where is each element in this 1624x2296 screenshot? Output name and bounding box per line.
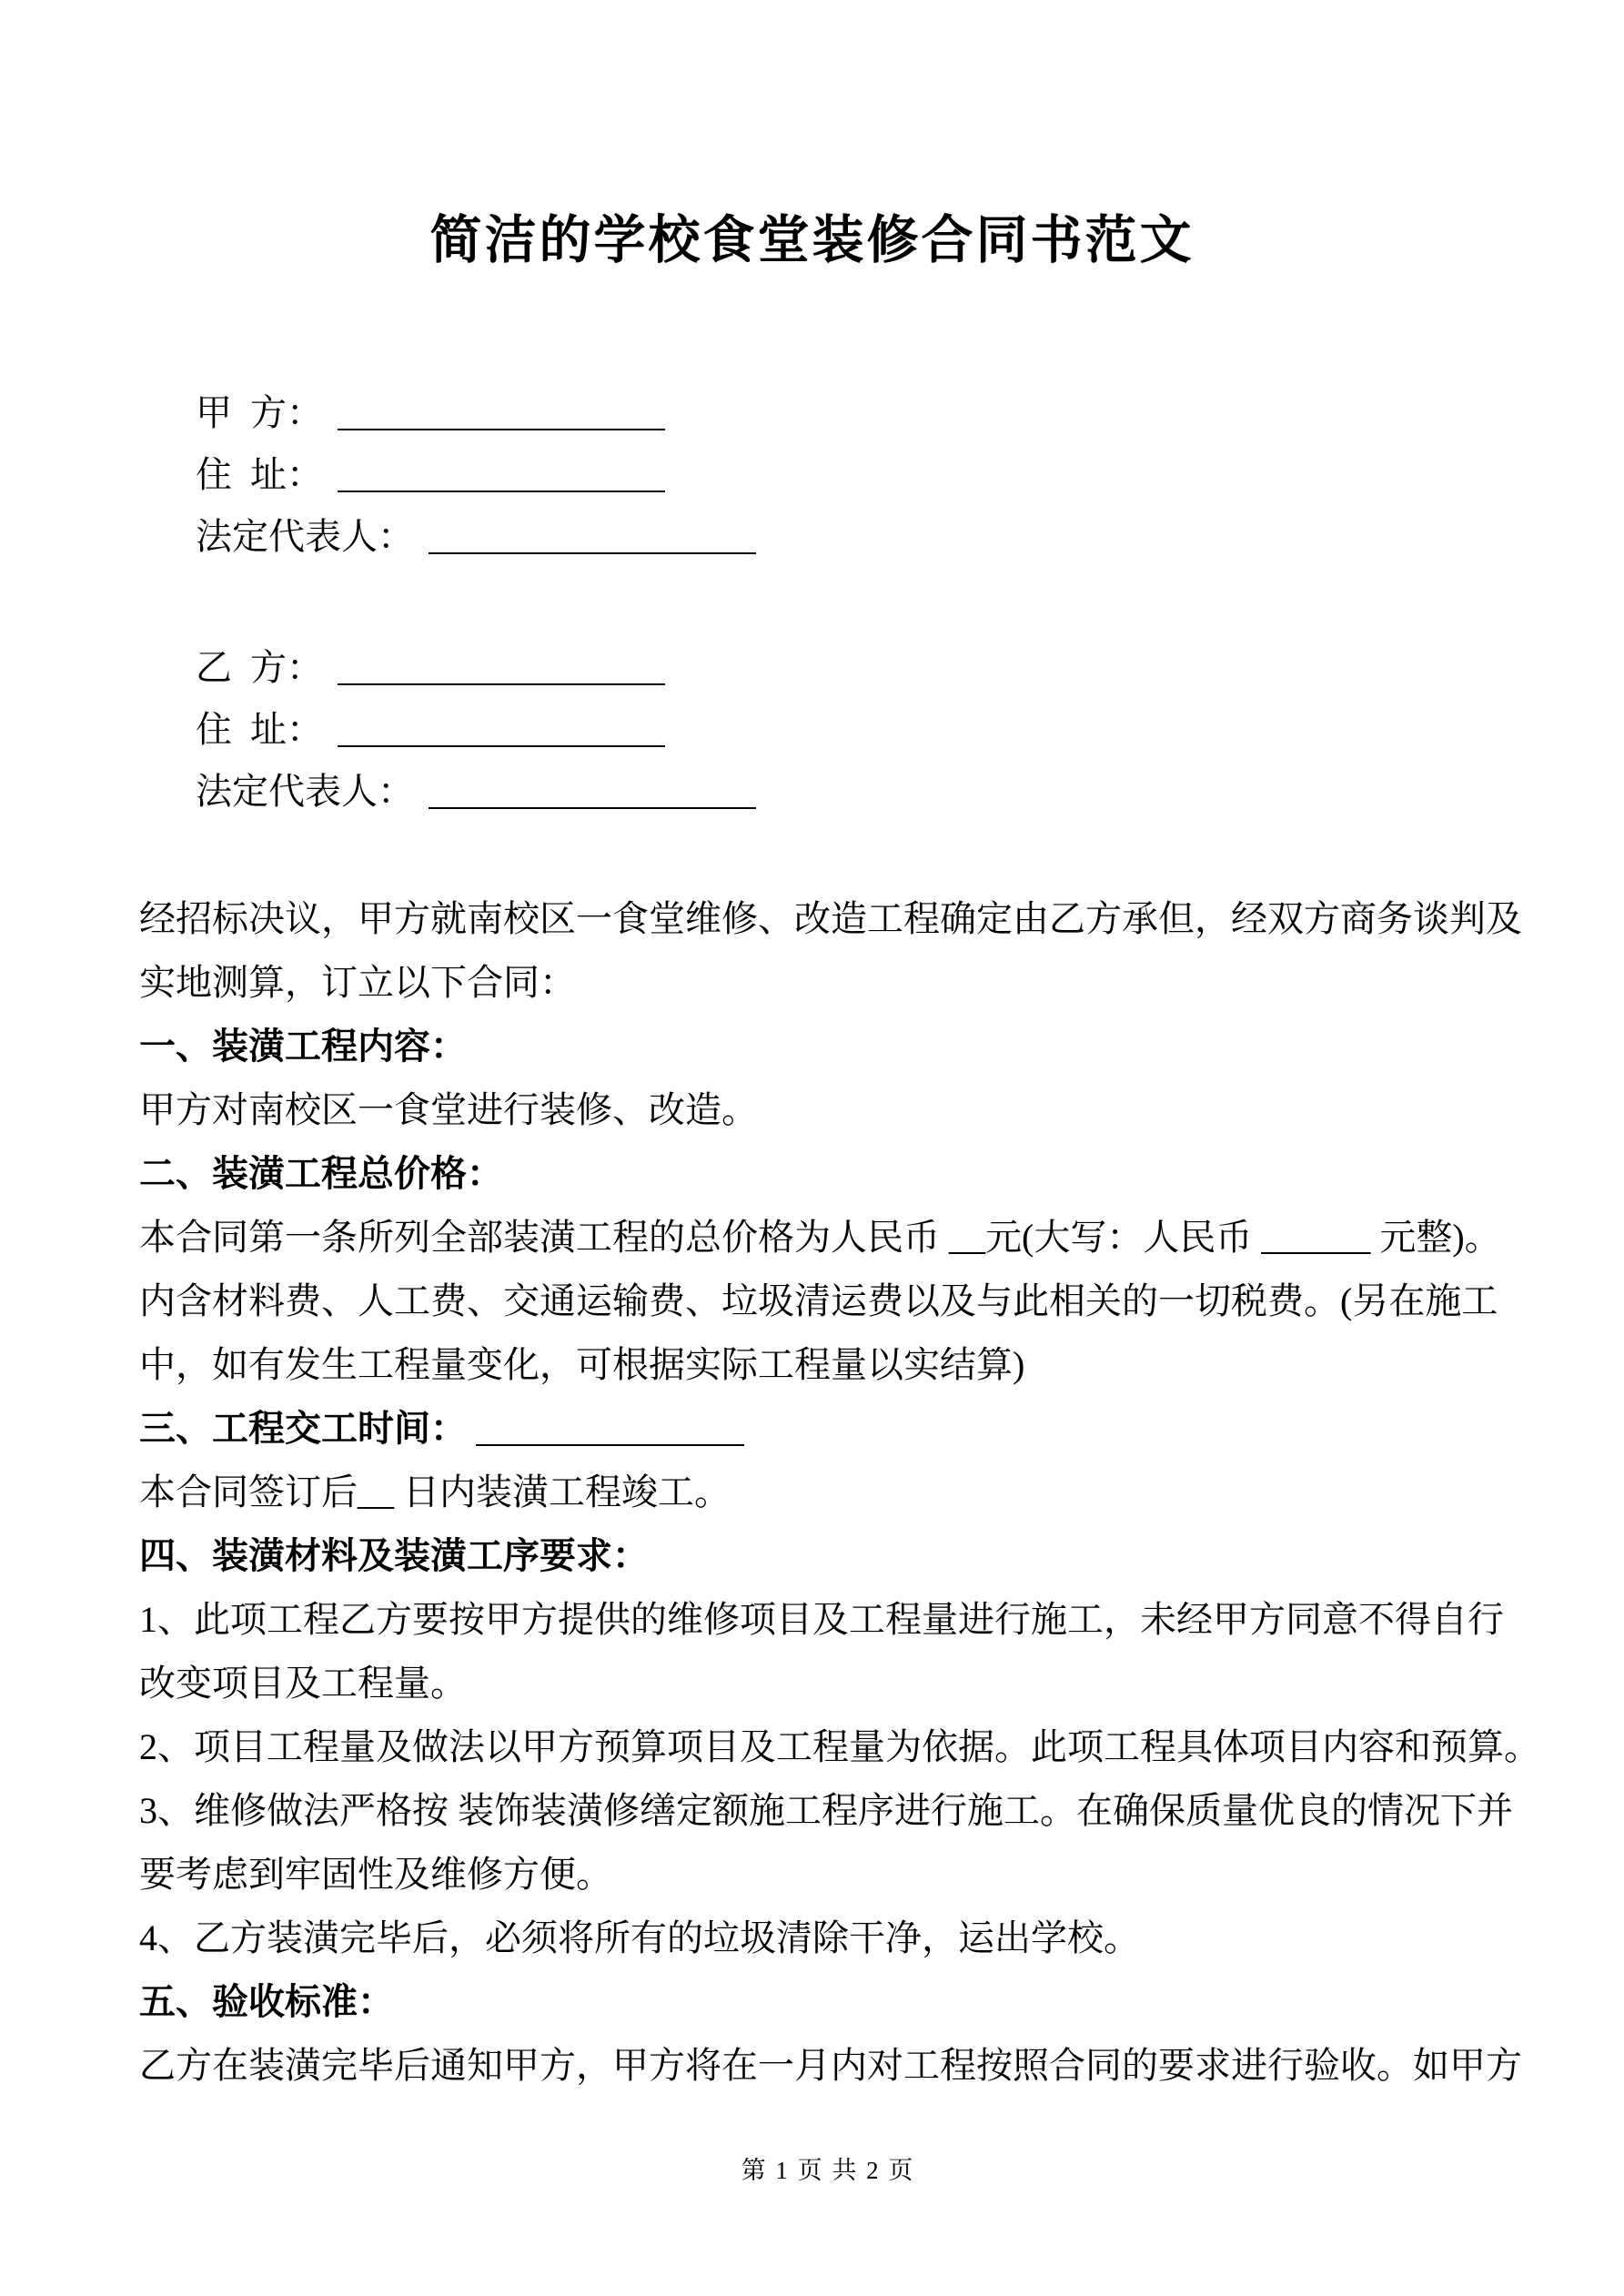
body-line-text: 二、装潢工程总价格： bbox=[139, 1153, 503, 1194]
body-line bbox=[139, 1715, 1540, 1779]
body-line-text: 中，如有发生工程量变化，可根据实际工程量以实结算) bbox=[139, 1344, 1025, 1385]
party-field-row bbox=[196, 761, 756, 823]
party-field-row bbox=[196, 699, 756, 761]
party-b-section bbox=[196, 637, 756, 823]
section-heading bbox=[139, 1524, 1522, 1588]
body-line-text: 本合同第一条所列全部装潢工程的总价格为人民币 __元(大写：人民币 ______ 元整)。 bbox=[139, 1217, 1501, 1258]
section-heading bbox=[139, 1397, 1522, 1461]
body-line-text: 2、项目工程量及做法以甲方预算项目及工程量为依据。此项工程具体项目内容和预算。 bbox=[139, 1726, 1540, 1767]
party-field-row bbox=[196, 382, 756, 444]
body-line-text: 五、验收标准： bbox=[139, 1981, 394, 2022]
field-label: 住 址： bbox=[196, 454, 323, 495]
body-line-text: 经招标决议，甲方就南校区一食堂维修、改造工程确定由乙方承但，经双方商务谈判及 bbox=[139, 898, 1522, 939]
body-line-text: 1、此项工程乙方要按甲方提供的维修项目及工程量进行施工，未经甲方同意不得自行 bbox=[139, 1599, 1504, 1640]
body-line bbox=[139, 1269, 1522, 1333]
blank-underline bbox=[338, 683, 665, 685]
page-title: 简洁的学校食堂装修合同书范文 bbox=[429, 212, 1195, 269]
body-line-text: 内含材料费、人工费、交通运输费、垃圾清运费以及与此相关的一切税费。(另在施工 bbox=[139, 1280, 1498, 1321]
blank-underline bbox=[429, 807, 756, 809]
blank-underline bbox=[338, 491, 665, 492]
body-line bbox=[139, 1078, 1522, 1142]
party-a-section bbox=[196, 382, 756, 568]
party-field-row bbox=[196, 506, 756, 568]
body-line bbox=[139, 1843, 1522, 1907]
blank-underline bbox=[338, 429, 665, 430]
section-heading bbox=[139, 1142, 1522, 1206]
body-line-text: 3、维修做法严格按 装饰装潢修缮定额施工程序进行施工。在确保质量优良的情况下并 bbox=[139, 1790, 1513, 1831]
body-line bbox=[139, 1588, 1522, 1652]
field-label: 乙 方： bbox=[196, 647, 323, 688]
body-line-text: 三、工程交工时间： bbox=[139, 1408, 467, 1449]
page-footer bbox=[0, 2122, 1624, 2214]
field-label: 甲 方： bbox=[196, 392, 323, 433]
body-line-text: 4、乙方装潢完毕后，必须将所有的垃圾清除干净，运出学校。 bbox=[139, 1917, 1140, 1958]
body-line bbox=[139, 2034, 1522, 2098]
blank-underline bbox=[338, 745, 665, 747]
party-field-row bbox=[196, 444, 756, 506]
body-line bbox=[139, 1206, 1522, 1269]
contract-body bbox=[139, 887, 1540, 2098]
body-line-text: 本合同签订后__ 日内装潢工程竣工。 bbox=[139, 1472, 731, 1512]
party-field-row bbox=[196, 637, 756, 699]
body-line-text: 四、装潢材料及装潢工序要求： bbox=[139, 1535, 649, 1576]
body-line-text: 乙方在装潢完毕后通知甲方，甲方将在一月内对工程按照合同的要求进行验收。如甲方 bbox=[139, 2045, 1522, 2086]
body-line bbox=[139, 1652, 1522, 1715]
page-number: 第 1 页 共 2 页 bbox=[741, 2157, 915, 2184]
section-heading bbox=[139, 1970, 1522, 2034]
blank-underline bbox=[429, 552, 756, 554]
body-line bbox=[139, 1907, 1522, 1970]
blank-underline bbox=[476, 1444, 744, 1446]
field-label: 法定代表人： bbox=[196, 516, 414, 557]
body-line bbox=[139, 1333, 1522, 1397]
body-line bbox=[139, 887, 1522, 951]
field-label: 法定代表人： bbox=[196, 771, 414, 812]
body-line-text: 改变项目及工程量。 bbox=[139, 1663, 467, 1704]
body-line bbox=[139, 951, 1522, 1015]
body-line-text: 实地测算，订立以下合同： bbox=[139, 962, 576, 1003]
field-label: 住 址： bbox=[196, 709, 323, 750]
section-heading bbox=[139, 1015, 1522, 1078]
body-line-text: 甲方对南校区一食堂进行装修、改造。 bbox=[139, 1089, 758, 1130]
body-line bbox=[139, 1461, 1522, 1524]
body-line bbox=[139, 1779, 1522, 1843]
body-line-text: 要考虑到牢固性及维修方便。 bbox=[139, 1854, 612, 1895]
body-line-text: 一、装潢工程内容： bbox=[139, 1026, 467, 1067]
